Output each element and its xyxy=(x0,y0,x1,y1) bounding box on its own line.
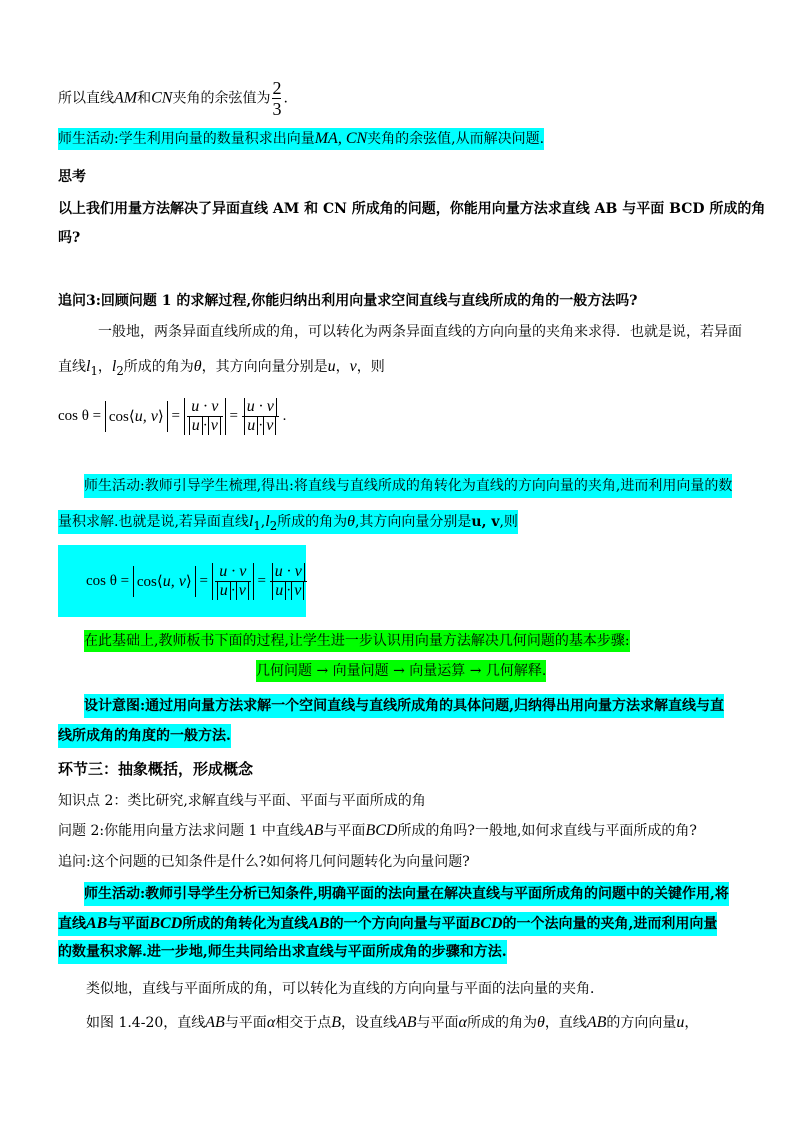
think-line-1: 以上我们用量方法解决了异面直线 AM 和 CN 所成角的问题，你能用向量方法求直线 AB 与平面 BCD 所成的角 xyxy=(58,201,766,217)
think-heading: 思考 xyxy=(58,169,86,185)
paragraph-line-1: 一般地，两条异面直线所成的角，可以转化为两条异面直线的方向向量的夹角来求得．也就是说，若异面 xyxy=(98,324,742,340)
teacher-activity-line-2: 量积求解.也就是说,若异面直线$l_1,l_2$所成的角为θ,其方向向量分别是u, v,则 xyxy=(58,510,518,534)
cosine-formula-2: cos θ = cos⟨u, v⟩ = $\frac{u \cdot v}{u \cdot v}$ = $\frac{u \cdot v}{u \cdot v}$ xyxy=(58,545,306,617)
design-intent-line-1: 设计意图:通过用向量方法求解一个空间直线与直线所成角的具体问题,归纳得出用向量方法求解直线与直 xyxy=(84,694,724,718)
figure-paragraph: 如图 1.4-20，直线AB与平面α相交于点B，设直线AB与平面α所成的角为θ，直线AB的方向向量u， xyxy=(86,1014,699,1031)
teacher-activity-2-line-2: 直线AB与平面BCD所成的角转化为直线AB的一个方向向量与平面BCD的一个法向量的夹角,进而利用向量 xyxy=(58,912,717,936)
design-intent-line-2: 线所成角的角度的一般方法. xyxy=(58,724,231,748)
teacher-activity-2-line-3: 的数量积求解.进一步地,师生共同给出求直线与平面所成角的步骤和方法. xyxy=(58,940,507,964)
conclusion-line: 所以直线AM和CN夹角的余弦值为 $\frac{2}{3}$ . xyxy=(58,78,288,119)
paragraph-line-2: 直线$l_1$，$l_2$所成的角为θ，其方向向量分别是u，v，则 xyxy=(58,358,385,378)
teacher-student-activity-1: 师生活动:学生利用向量的数量积求出向量MA, CN夹角的余弦值,从而解决问题. xyxy=(58,128,544,150)
question-2: 问题 2:你能用向量方法求问题 1 中直线AB与平面BCD所成的角吗?一般地,如何求直线与平面所成的角? xyxy=(58,822,697,839)
green-steps-line: 几何问题 → 向量问题 → 向量运算 → 几何解释. xyxy=(256,660,546,682)
cosine-formula-1: cos θ = cos⟨u, v⟩ = $\frac{u \cdot v}{u \cdot v}$ = $\frac{u \cdot v}{u \cdot v}$ . xyxy=(58,398,287,434)
follow-up-question-3: 追问3:回顾问题 1 的求解过程,你能归纳出利用向量求空间直线与直线所成的角的一般方法吗? xyxy=(58,293,638,309)
teacher-activity-line-1: 师生活动:教师引导学生梳理,得出:将直线与直线所成的角转化为直线的方向向量的夹角,进而利用向量的数 xyxy=(84,474,732,498)
similarly-paragraph: 类似地，直线与平面所成的角，可以转化为直线的方向向量与平面的法向量的夹角． xyxy=(86,981,604,997)
section-3-heading: 环节三：抽象概括，形成概念 xyxy=(58,760,254,778)
fraction-two-thirds: $\frac{2}{3}$ xyxy=(272,78,282,119)
teacher-activity-2-line-1: 师生活动:教师引导学生分析已知条件,明确平面的法向量在解决直线与平面所成角的问题中的关键作用,将 xyxy=(84,882,729,906)
vector-ma-cn: MA, CN xyxy=(314,130,368,147)
green-note-line-1: 在此基础上,教师板书下面的过程,让学生进一步认识用向量方法解决几何问题的基本步骤: xyxy=(84,630,630,652)
knowledge-point-2: 知识点 2：类比研究,求解直线与平面、平面与平面所成的角 xyxy=(58,793,426,809)
follow-up-question: 追问:这个问题的已知条件是什么?如何将几何问题转化为向量问题? xyxy=(58,854,470,870)
think-line-2: 吗? xyxy=(58,230,81,246)
